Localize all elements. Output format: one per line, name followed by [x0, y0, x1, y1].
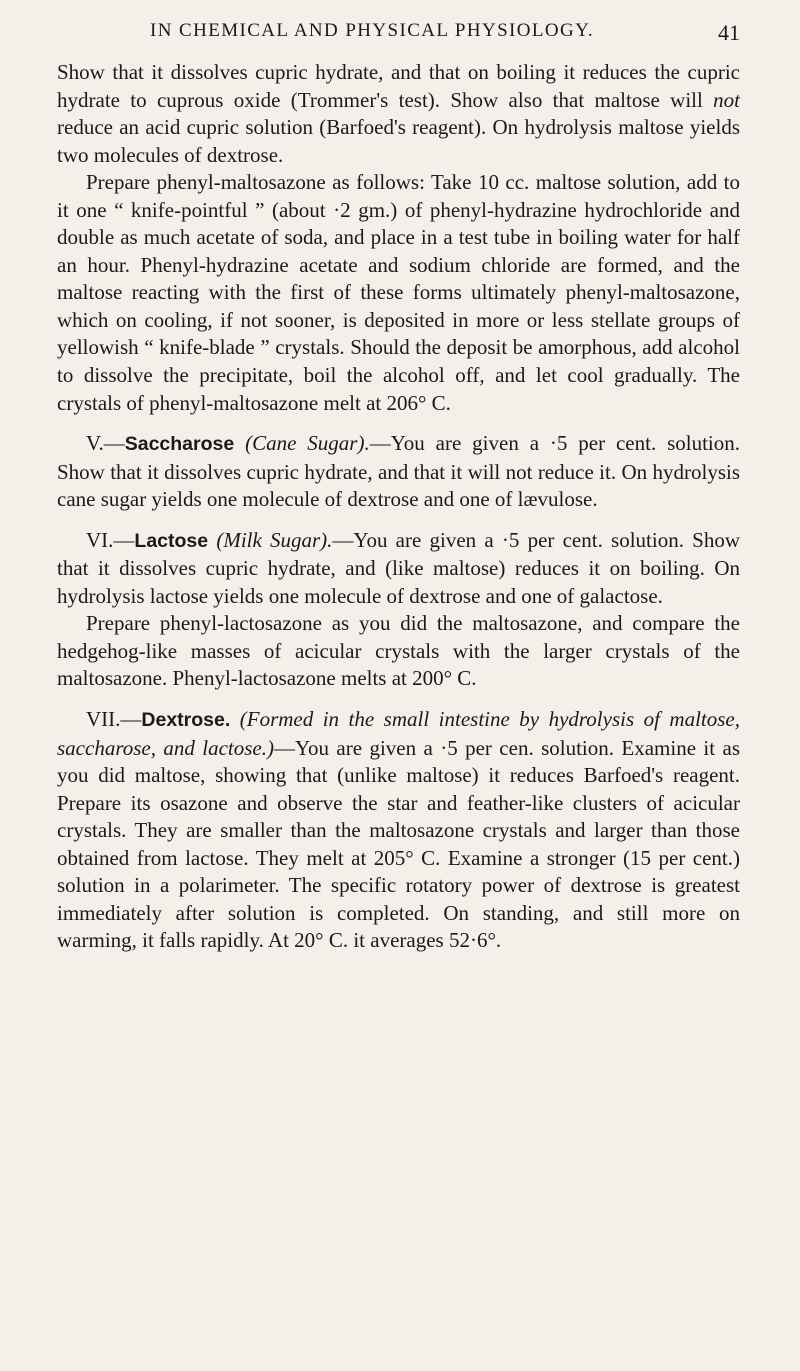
- section-heading: Dextrose.: [141, 709, 231, 732]
- section-numeral: VII.—: [86, 707, 142, 732]
- paragraph-maltose-tests: Show that it dissolves cupric hydrate, and that on boiling it reduces the cupric hydrate to cuprous oxide (Trommer's test). Show also that maltose will not reduce an acid cupric solution (Barfoed's reagent). On hydrolysis maltose yields two molecules of dextrose.: [57, 60, 740, 167]
- section-saccharose: V.—Saccharose (Cane Sugar).—You are given a ·5 per cent. solution. Show that it dissolves cupric hydrate, and that it will not reduce it. On hydrolysis cane sugar yields one molecule of dextrose and one of lævulose.: [57, 431, 741, 512]
- body-text: [57, 59, 740, 955]
- section-lactose: VI.—Lactose (Milk Sugar).—You are given a ·5 per cent. solution. Show that it dissolves cupric hydrate, and (like maltose) reduces it on boiling. On hydrolysis lactose yields one molecule of dextrose and one of galactose.: [57, 527, 740, 608]
- section-subtitle: (Milk Sugar).: [216, 527, 333, 552]
- section-dextrose: VII.—Dextrose. (Formed in the small intestine by hydrolysis of maltose, saccharose, and lactose.)—You are given a ·5 per cen. solution. Examine it as you did maltose, showing that (unlike maltose) it reduces Barfoed's reagent. Prepare its osazone and observe the star and feather-like clusters of acicular crystals. They are smaller than the maltosazone crystals and larger than those obtained from lactose. They melt at 205° C. Examine a stronger (15 per cent.) solution in a polarimeter. The specific rotatory power of dextrose is greatest immediately after solution is completed. On standing, and still more on warming, it falls rapidly. At 20° C. it averages 52·6°.: [57, 707, 740, 953]
- section-heading: Lactose: [134, 529, 209, 552]
- page-number: 41: [718, 20, 740, 45]
- page-header: [60, 20, 740, 52]
- section-subtitle: (Formed in the small intestine by hydrolysis of maltose, saccharose, and lactose.): [57, 707, 740, 760]
- paragraph-maltosazone: Prepare phenyl-maltosazone as follows: Take 10 cc. maltose solution, add to it one “ knife-pointful ” (about ·2 gm.) of phenyl-hydrazine hydrochloride and double as much acetate of soda, and place in a test tube in boiling water for half an hour. Phenyl-hydrazine acetate and sodium chloride are formed, and the maltose reacting with the first of these forms ultimately phenyl-maltosazone, which on cooling, if not sooner, is deposited in more or less stellate groups of yellowish “ knife-blade ” crystals. Should the deposit be amorphous, add alcohol to dissolve the precipitate, boil the alcohol off, and let cool gradually. The crystals of phenyl-maltosazone melt at 206° C.: [57, 170, 740, 415]
- section-numeral: V.—: [86, 431, 125, 456]
- section-subtitle: (Cane Sugar).: [245, 431, 370, 456]
- emphasis-not: not: [713, 87, 740, 112]
- section-heading: Saccharose: [124, 433, 235, 456]
- running-head: IN CHEMICAL AND PHYSICAL PHYSIOLOGY.: [150, 20, 594, 41]
- section-numeral: VI.—: [86, 527, 135, 552]
- paragraph-lactosazone: Prepare phenyl-lactosazone as you did the maltosazone, and compare the hedgehog-like masses of acicular crystals with the larger crystals of the maltosazone. Phenyl-lactosazone melts at 200° C.: [57, 611, 740, 691]
